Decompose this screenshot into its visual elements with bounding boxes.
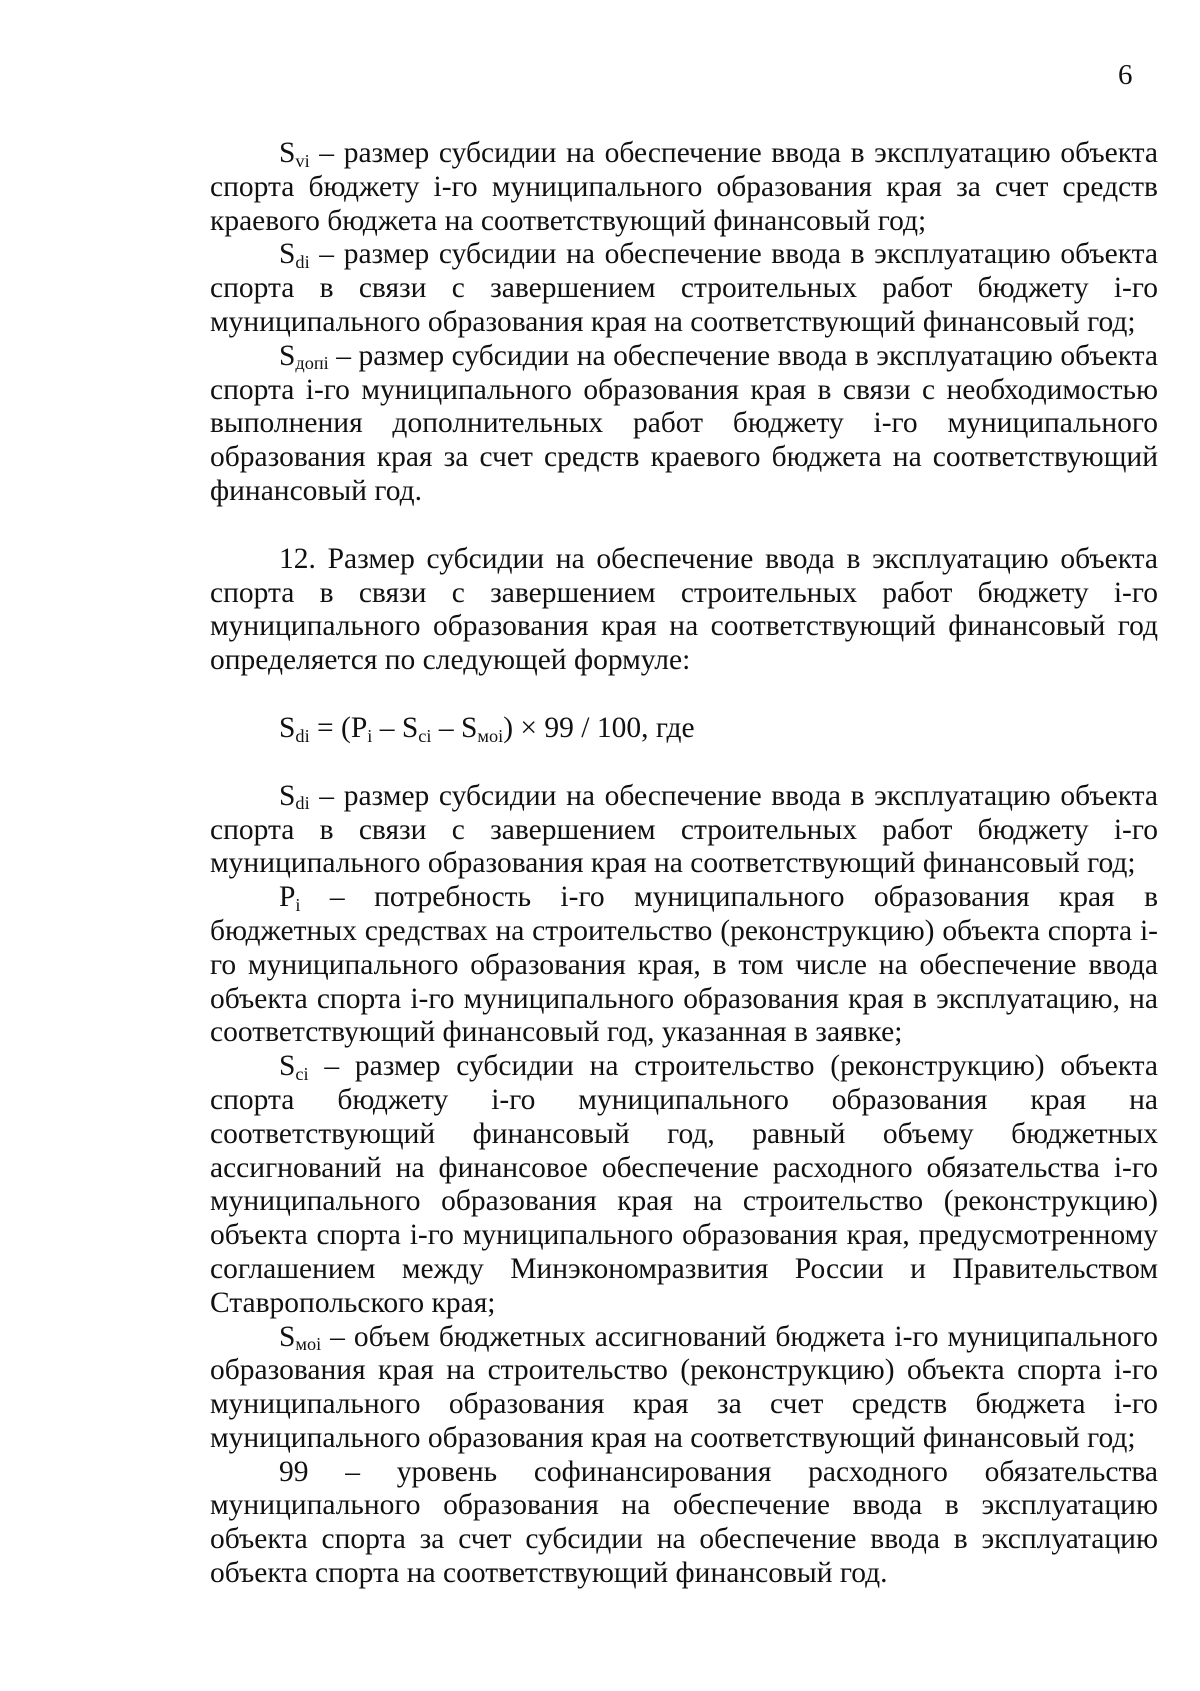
definition-pi: $P_i$ – потребность i-го муниципального образования края в бюджетных средствах на строительство (реконструкцию) объекта спорта i-го муниципального образования края, в том числе на обеспечение ввода объекта спорта i-го муниципального образования края в эксплуатацию, на соответствующий финансовый год, указанная в заявке; <box>210 881 1158 1049</box>
definition-svi: $S_{vi}$ – размер субсидии на обеспечение ввода в эксплуатацию объекта спорта бюджету i-го муниципального образования края за счет средств краевого бюджета на соответствующий финансовый год; <box>210 137 1158 237</box>
definition-sci: $S_{ci}$ – размер субсидии на строительство (реконструкцию) объекта спорта бюджету i-го муниципального образования края на соответствующий финансовый год, равный объему бюджетных ассигнований на финансовое обеспечение расходного обязательства i-го муниципального образования края на строительство (реконструкцию) объекта спорта i-го муниципального образования края, предусмотренному соглашением между Минэкономразвития России и Правительством Ставропольского края; <box>210 1050 1158 1319</box>
document-body <box>210 137 1158 1591</box>
spacer <box>210 678 1158 712</box>
definition-sdopi: $S_{допi}$ – размер субсидии на обеспечение ввода в эксплуатацию объекта спорта i-го муниципального образования края в связи с необходимостью выполнения дополнительных работ бюджету i-го муниципального образования края за счет средств краевого бюджета на соответствующий финансовый год. <box>210 339 1158 507</box>
spacer <box>210 746 1158 780</box>
definition-sdi: $S_{di}$ – размер субсидии на обеспечение ввода в эксплуатацию объекта спорта в связи с завершением строительных работ бюджету i-го муниципального образования края на соответствующий финансовый год; <box>210 238 1158 338</box>
definition-sdi-2: $S_{di}$ – размер субсидии на обеспечение ввода в эксплуатацию объекта спорта в связи с завершением строительных работ бюджету i-го муниципального образования края на соответствующий финансовый год; <box>210 779 1158 880</box>
clause-12: 12. Размер субсидии на обеспечение ввода в эксплуатацию объекта спорта в связи с завершением строительных работ бюджету i-го муниципального образования края на соответствующий финансовый год определяется по следующей формуле: <box>210 542 1158 677</box>
page-number: 6 <box>1118 59 1133 91</box>
formula-sdi: $S_{di} = (P_i - S_{ci} - S_{моi}) \times 99 / 100$, где <box>279 711 695 746</box>
definition-99: 99 – уровень софинансирования расходного обязательства муниципального образования на обеспечение ввода в эксплуатацию объекта спорта за счет субсидии на обеспечение ввода в эксплуатацию объекта спорта на соответствующий финансовый год. <box>210 1455 1158 1590</box>
spacer <box>210 509 1158 543</box>
definition-smoi: $S_{моi}$ – объем бюджетных ассигнований бюджета i-го муниципального образования края на строительство (реконструкцию) объекта спорта i-го муниципального образования края за счет средств бюджета i-го муниципального образования края на соответствующий финансовый год; <box>210 1320 1158 1454</box>
